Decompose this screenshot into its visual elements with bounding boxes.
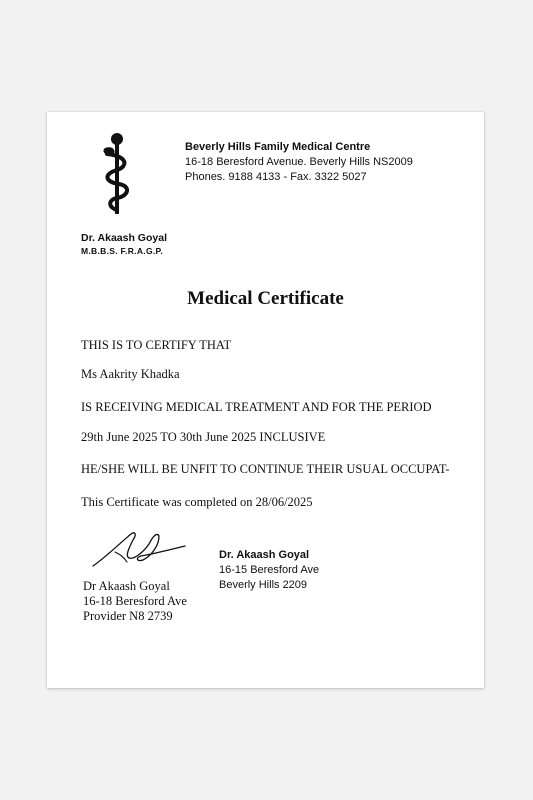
clinic-address: 16-18 Beresford Avenue. Beverly Hills NS2009 — [185, 156, 413, 168]
certify-line: THIS IS TO CERTIFY THAT — [81, 338, 232, 352]
signer-address: 16-18 Beresford Ave — [83, 594, 187, 608]
treatment-line: IS RECEIVING MEDICAL TREATMENT AND FOR THE PERIOD — [81, 400, 432, 414]
doctor-right-city: Beverly Hills 2209 — [219, 579, 308, 591]
doctor-name: Dr. Akaash Goyal — [81, 232, 167, 244]
doctor-header — [81, 232, 167, 258]
clinic-phones: Phones. 9188 4133 - Fax. 3322 5027 — [185, 171, 367, 183]
doctor-details-right — [219, 548, 319, 593]
period-line: 29th June 2025 TO 30th June 2025 INCLUSIVE — [81, 430, 326, 444]
certificate-sheet — [47, 112, 484, 688]
signature-block — [83, 579, 187, 624]
doctor-right-name: Dr. Akaash Goyal — [219, 549, 310, 561]
provider-number: Provider N8 2739 — [83, 609, 173, 623]
completed-line: This Certificate was completed on 28/06/2025 — [81, 495, 313, 509]
clinic-name: Beverly Hills Family Medical Centre — [185, 141, 371, 153]
doctor-qualifications: M.B.B.S. F.R.A.G.P. — [81, 246, 164, 256]
rod-of-asclepius-icon — [97, 132, 137, 216]
certificate-title: Medical Certificate — [187, 288, 344, 309]
doctor-right-address: 16-15 Beresford Ave — [219, 564, 320, 576]
unfit-line: HE/SHE WILL BE UNFIT TO CONTINUE THEIR USUAL OCCUPAT- — [81, 462, 450, 476]
handwritten-signature — [89, 522, 189, 574]
patient-name: Ms Aakrity Khadka — [81, 367, 180, 381]
clinic-header — [185, 140, 413, 185]
signer-name: Dr Akaash Goyal — [83, 579, 170, 593]
